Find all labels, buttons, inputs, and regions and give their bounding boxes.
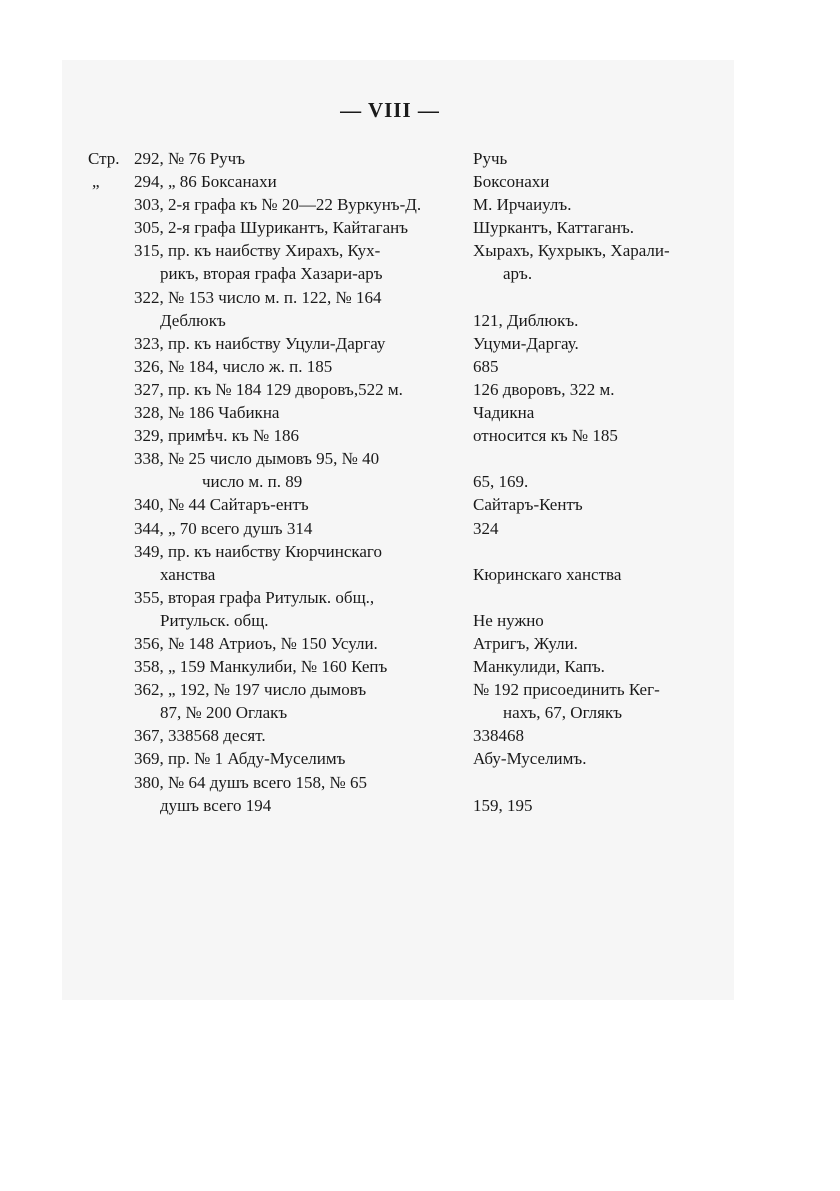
correction-text: 338468	[473, 726, 524, 746]
errata-row	[0, 147, 840, 170]
error-text: 322, № 153 число м. п. 122, № 164	[134, 287, 382, 307]
error-text: Ритульск. общ.	[160, 610, 269, 630]
correction-text: 121, Диблюкъ.	[473, 310, 579, 330]
errata-row	[0, 193, 840, 216]
error-text: 303, 2-я графа къ № 20—22 Вуркунъ-Д.	[134, 195, 422, 215]
errata-row	[0, 332, 840, 355]
page-number: — VIII —	[340, 98, 440, 122]
error-text: 380, № 64 душъ всего 158, № 65	[134, 772, 367, 792]
error-text: 327, пр. къ № 184 129 дворовъ,522 м.	[134, 379, 403, 399]
correction-text: Боксонахи	[473, 172, 550, 192]
correction-text: М. Ирчаиулъ.	[473, 195, 572, 215]
errata-row	[0, 401, 840, 424]
correction-text: № 192 присоединить Кег-	[473, 680, 660, 700]
correction-text: 324	[473, 518, 499, 538]
ditto-mark: „	[92, 172, 100, 192]
error-text: 338, № 25 число дымовъ 95, № 40	[134, 449, 380, 469]
error-text: 294, „ 86 Боксанахи	[134, 172, 277, 192]
errata-row	[0, 540, 840, 563]
error-text: 329, примѣч. къ № 186	[134, 426, 300, 446]
error-text: рикъ, вторая графа Хазари-аръ	[160, 264, 383, 284]
error-text: 323, пр. къ наибству Уцули-Даргау	[134, 333, 386, 353]
error-text: 315, пр. къ наибству Хирахъ, Кух-	[134, 241, 381, 261]
errata-row	[0, 262, 840, 285]
errata-list	[0, 147, 840, 817]
errata-row	[0, 794, 840, 817]
correction-text: Атригъ, Жули.	[473, 633, 578, 653]
errata-row	[0, 309, 840, 332]
errata-row	[0, 216, 840, 239]
errata-row	[0, 424, 840, 447]
error-text: 349, пр. къ наибству Кюрчинскаго	[134, 541, 382, 561]
correction-text: Хырахъ, Кухрыкъ, Харали-	[473, 241, 670, 261]
error-text: 344, „ 70 всего душъ 314	[134, 518, 313, 538]
errata-row	[0, 447, 840, 470]
correction-text: Манкулиди, Капъ.	[473, 657, 605, 677]
page-prefix: Стр.	[88, 149, 120, 168]
error-text: 87, № 200 Оглакъ	[160, 703, 288, 723]
correction-text: нахъ, 67, Оглякъ	[503, 703, 623, 723]
correction-text: аръ.	[503, 264, 533, 284]
correction-text: Не нужно	[473, 610, 544, 630]
errata-row	[0, 586, 840, 609]
correction-text: 159, 195	[473, 795, 533, 815]
error-text: 362, „ 192, № 197 число дымовъ	[134, 680, 367, 700]
errata-row	[0, 378, 840, 401]
error-text: душъ всего 194	[160, 795, 272, 815]
errata-row	[0, 771, 840, 794]
correction-text: 126 дворовъ, 322 м.	[473, 379, 615, 399]
errata-row	[0, 701, 840, 724]
correction-text: Чадикна	[473, 403, 535, 423]
correction-text: Уцуми-Даргау.	[473, 333, 579, 353]
error-text: 367, 338568 десят.	[134, 726, 266, 746]
error-text: 326, № 184, число ж. п. 185	[134, 356, 333, 376]
errata-row	[0, 747, 840, 770]
correction-text: Сайтаръ-Кентъ	[473, 495, 583, 515]
correction-text: 685	[473, 356, 499, 376]
error-text: 369, пр. № 1 Абду-Муселимъ	[134, 749, 346, 769]
correction-text: Абу-Муселимъ.	[473, 749, 587, 769]
errata-row	[0, 517, 840, 540]
correction-text: относится къ № 185	[473, 426, 618, 446]
errata-row	[0, 239, 840, 262]
error-text: 355, вторая графа Ритулык. общ.,	[134, 587, 375, 607]
error-text: 292, № 76 Ручъ	[134, 149, 246, 168]
error-text: Деблюкъ	[160, 310, 226, 330]
errata-row	[0, 493, 840, 516]
error-text: 340, № 44 Сайтаръ-ентъ	[134, 495, 309, 515]
correction-text: Кюринскаго ханства	[473, 564, 622, 584]
errata-row	[0, 170, 840, 193]
correction-text: Шуркантъ, Каттаганъ.	[473, 218, 635, 238]
error-text: 328, № 186 Чабикна	[134, 403, 280, 423]
error-text: 356, № 148 Атриоъ, № 150 Усули.	[134, 633, 378, 653]
errata-row	[0, 655, 840, 678]
correction-text: 65, 169.	[473, 472, 529, 492]
errata-row	[0, 678, 840, 701]
error-text: 358, „ 159 Манкулиби, № 160 Кепъ	[134, 657, 388, 677]
errata-row	[0, 632, 840, 655]
correction-text: Ручь	[473, 149, 508, 168]
errata-row	[0, 470, 840, 493]
errata-row	[0, 563, 840, 586]
error-text: число м. п. 89	[202, 472, 303, 492]
errata-row	[0, 609, 840, 632]
error-text: ханства	[160, 564, 216, 584]
errata-row	[0, 724, 840, 747]
errata-row	[0, 355, 840, 378]
errata-row	[0, 286, 840, 309]
error-text: 305, 2-я графа Шурикантъ, Кайтаганъ	[134, 218, 409, 238]
